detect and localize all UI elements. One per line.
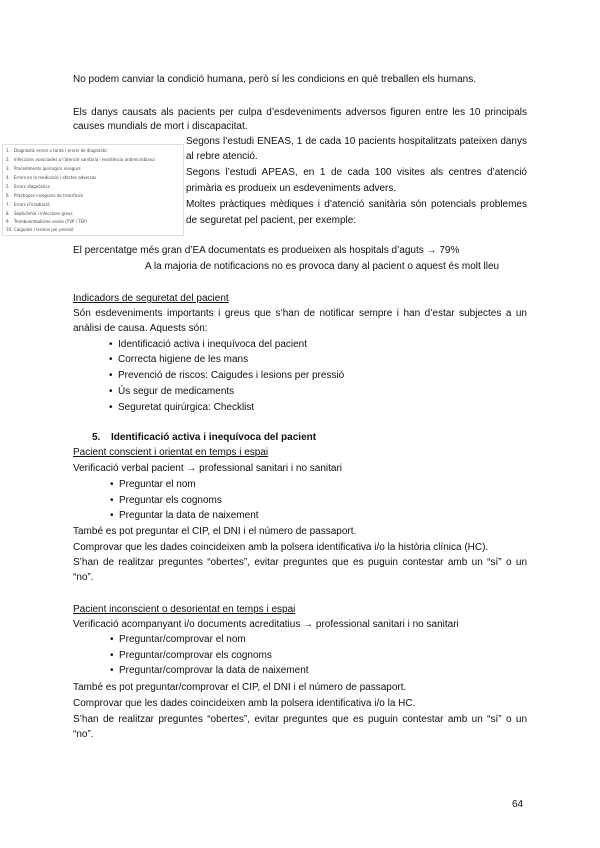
thumb-item: 4. Errors en la medicació i efectes adversos bbox=[6, 175, 97, 180]
cip-check-line: També es pot preguntar/comprovar el CIP, el DNI i el número de passaport. bbox=[73, 682, 407, 693]
list-item: • Preguntar la data de naixement bbox=[110, 510, 259, 521]
intro-paragraph: No podem canviar la condició humana, però sí les condicions en què treballen els humans. bbox=[73, 74, 477, 85]
list-item: • Identificació activa i inequívoca del pacient bbox=[109, 339, 308, 350]
list-item: • Correcta higiene de les mans bbox=[109, 354, 249, 365]
thumb-item: 2. Infeccions associades a l’atenció sanitària i resistència antimicrobiana bbox=[6, 157, 155, 162]
unconscious-patient-heading: Pacient inconscient o desorientat en temps i espai bbox=[73, 604, 296, 615]
thumb-item: 6. Pràctiques insegures de transfusió bbox=[6, 193, 83, 198]
thumb-item: 1. Diagnòstic erroni o tardà / errors de diagnòstic bbox=[6, 148, 108, 153]
section-heading: 5. Identificació activa i inequívoca del pacient bbox=[92, 432, 317, 443]
open-questions-2-line1: S’han de realitzar preguntes “obertes”, evitar preguntes que es puguin contestar amb un “sí” o un bbox=[73, 714, 527, 725]
adverse-events-paragraph-line1: Els danys causats als pacients per culpa d’esdeveniments adversos figuren entre les 10 principals bbox=[73, 107, 527, 118]
conscious-patient-heading: Pacient conscient i orientat en temps i espai bbox=[73, 447, 269, 458]
notifications-line: A la majoria de notificacions no es provoca dany al pacient o aquest és molt lleu bbox=[145, 261, 500, 272]
list-item: • Seguretat quirúrgica: Checklist bbox=[109, 402, 255, 413]
bullet-icon: • bbox=[110, 495, 114, 506]
thumb-item: 5. Errors diagnòstics bbox=[6, 184, 50, 189]
list-item: • Preguntar/comprovar els cognoms bbox=[110, 650, 272, 661]
bullet-icon: • bbox=[110, 634, 114, 645]
bullet-icon: • bbox=[110, 510, 114, 521]
adverse-events-paragraph-line2: causes mundials de mort i discapacitat. bbox=[73, 121, 248, 132]
practices-line2: de seguretat pel pacient, per exemple: bbox=[186, 215, 357, 226]
embedded-list-image bbox=[2, 144, 184, 236]
list-item: • Preguntar els cognoms bbox=[110, 495, 222, 506]
thumb-item: 8. Septicèmia i infeccions greus bbox=[6, 211, 73, 216]
check-data-hc-line: Comprovar que les dades coincideixen amb la polsera identificativa i/o la HC. bbox=[73, 698, 416, 709]
bullet-icon: • bbox=[109, 339, 113, 350]
bullet-icon: • bbox=[110, 479, 114, 490]
open-questions-line1: S’han de realitzar preguntes “obertes”, evitar preguntes que es puguin contestar amb un “sí” o un bbox=[73, 557, 527, 568]
bullet-icon: • bbox=[109, 370, 113, 381]
list-item: • Prevenció de riscos: Caigudes i lesions per pressió bbox=[109, 370, 345, 381]
apeas-line2: primària es produeix un esdeveniments advers. bbox=[186, 183, 397, 194]
indicators-paragraph-line1: Són esdeveniments importants i greus que s’han de notificar sempre i han d’estar subjectes a un bbox=[73, 308, 527, 319]
hospital-percentage-line: El percentatge més gran d’EA documentats es produeixen als hospitals d’aguts → 79% bbox=[73, 245, 460, 256]
page-number: 64 bbox=[512, 799, 524, 810]
open-questions-2-line2: “no”. bbox=[73, 729, 94, 740]
verbal-verification-line: Verificació verbal pacient → professional sanitari i no sanitari bbox=[73, 463, 343, 474]
eneas-line2: al rebre atenció. bbox=[186, 151, 258, 162]
open-questions-line2: “no”. bbox=[73, 572, 94, 583]
safety-indicators-heading: Indicadors de seguretat del pacient bbox=[73, 293, 229, 304]
list-item: • Ús segur de medicaments bbox=[109, 386, 235, 397]
cip-line: També es pot preguntar el CIP, el DNI i el número de passaport. bbox=[73, 526, 357, 537]
bullet-icon: • bbox=[110, 650, 114, 661]
bullet-icon: • bbox=[109, 354, 113, 365]
thumb-item: 10. Caigudes i lesions per pressió bbox=[6, 227, 74, 232]
practices-line1: Moltes pràctiques mèdiques i d’atenció sanitària són potencials problemes bbox=[186, 199, 527, 210]
thumb-item: 9. Tromboembolisme venós (TVP i TEP) bbox=[6, 219, 87, 224]
thumb-item: 7. Errors d’irradiació bbox=[6, 202, 50, 207]
check-data-line: Comprovar que les dades coincideixen amb la polsera identificativa i/o la història clínica (HC). bbox=[73, 542, 489, 553]
bullet-icon: • bbox=[109, 402, 113, 413]
list-item: • Preguntar/comprovar la data de naixement bbox=[110, 665, 309, 676]
bullet-icon: • bbox=[110, 665, 114, 676]
eneas-line1: Segons l’estudi ENEAS, 1 de cada 10 pacients hospitalitzats pateixen danys bbox=[186, 136, 527, 147]
list-item: • Preguntar/comprovar el nom bbox=[110, 634, 246, 645]
list-item: • Preguntar el nom bbox=[110, 479, 196, 490]
bullet-icon: • bbox=[109, 386, 113, 397]
apeas-line1: Segons l’estudi APEAS, en 1 de cada 100 visites als centres d’atenció bbox=[186, 167, 527, 178]
indicators-paragraph-line2: anàlisi de causa. Aquests són: bbox=[73, 323, 208, 334]
thumb-item: 3. Procediments quirúrgics insegurs bbox=[6, 166, 81, 171]
companion-verification-line: Verificació acompanyant i/o documents acreditatius → professional sanitari i no sanitari bbox=[73, 619, 459, 630]
